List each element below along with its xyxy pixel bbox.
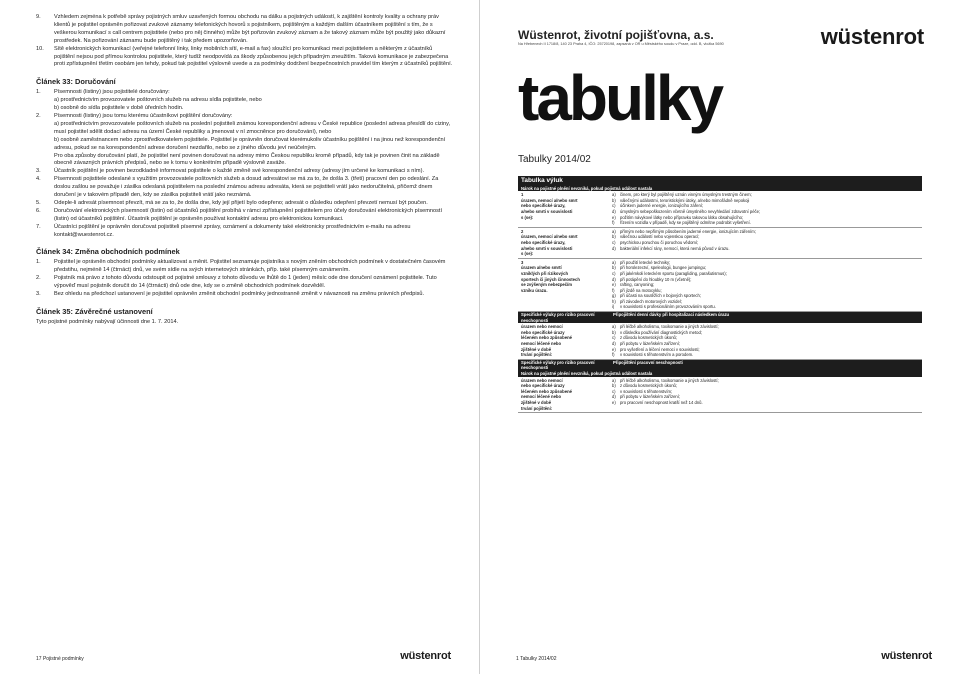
article-34-list [36,259,454,299]
exclusion-item [612,400,920,406]
item-text: v souvislosti s profesionálním provozováním sportu. [620,304,716,310]
band-label: Nárok na pojistné plnění nevzniká, pokud pojistná událost nastala [521,371,653,376]
row-heading: 2 úrazem, nemocí a/nebo smrt nebo specifické úrazy, a/nebo smrti v souvislosti s (se): [521,228,578,257]
list-item [36,208,454,224]
item-text: úmyslným sebepoškozením včetně úmyslného nevyhledání zdravotní péče; [620,208,761,214]
top-items [36,14,454,69]
item-text: Vzhledem zejména k potřebě správy pojistných smluv uzavřených formou obchodu na dálku a pojistných událostí, k zajištění kontroly kvality a ochrany práv klientů je pojistitel oprávněn pořizovat zvukové záznamy telefonických hovorů s pojistníkem, pojištěným a každým dalším účastníkem pojištění s tím, že s veškerou komunikací s call centrem pojistitele (nebo pro něj činného) může být pořizován zvukový záznam a že takový záznam může být použitý jako důkazní prostředek. Na pořizování záznamu bude pojištěný i tak předem upozorňován. [54,14,446,44]
row-items [610,191,922,227]
band-label: Nárok na pojistné plnění nevzniká, pokud pojistná událost nastala [521,185,653,191]
item-text: účinkem jaderné energie, ionizujícího záření; [620,203,704,209]
article-34-heading: Článek 34: Změna obchodních podmínek [36,247,180,257]
item-text: pro pracovní neschopnost kratší než 14 dnů. [620,399,703,405]
item-letter: d) [612,276,616,282]
item-text: v souvislosti s těhotenstvím a porodem. [620,352,694,358]
list-item [36,291,454,299]
item-letter: b) [612,329,616,335]
item-number: 1. [36,259,41,266]
item-letter: i) [612,304,615,310]
row-heading: 1 úrazem, nemocí a/nebo smrt nebo specifické úrazy, a/nebo smrti v souvislosti s (se): [521,192,578,220]
item-letter: f) [612,220,615,226]
row-heading: úrazem nebo nemocí nebo specifické úrazy léčeném nebo způsobené nemocí léčené nebo zjištěné v době trvání pojištění: [521,377,572,411]
item-text: z důvodu kosmetických úkonů; [620,335,678,341]
item-text: Účastník pojištění je povinen bezodkladně informovat pojistitele o každé změně své korespondenční adresy (adresy jím určené ke komunikaci s ním). [54,168,424,175]
list-item [36,153,454,169]
item-number: 2. [36,112,41,119]
row-heading: 3 úrazem a/nebo smrtí vzniklých při rizikových sportech či jiných činnostech se zvýšeným nebezpečím vzniku úrazu. [521,259,580,293]
row-heading: úrazem nebo nemocí nebo specifické úrazy léčeném nebo způsobené nemocí léčené nebo zjištěné v době trvání pojištění: [521,324,572,358]
item-number: 3. [36,291,41,297]
item-text: a) prostřednictvím provozovatele poštovních služeb na adresu sídla pojistitele, nebo [54,97,262,104]
item-number: 1. [36,89,41,96]
table-row [518,259,922,312]
item-text: Doručování elektronických písemností (listin) od účastníků pojištění probíhá v rámci zpřístupnění pojistitelem pro účely doručování elektronických písemností (listin) od účastníků pojištění. Účastník pojištění je oprávněn používat kontaktní adresu pro elektronickou komunikaci. [54,207,443,222]
item-text: b) osobně zaměstnancem nebo zprostředkovatelem pojistitele. Pojistitel je oprávněn doručovat kterémukoliv účastníku pojištění i na jinou než korespondenční adresu, pokud se na korespondenční adrese doručení nezdařilo, nebo se z jiného důvodu jeví neúčelným. [54,136,446,151]
footer-logo: wüstenrot [881,650,932,662]
list-item [36,200,454,208]
item-letter: a) [612,377,616,383]
item-letter: a) [612,228,616,234]
item-number: 4. [36,176,41,183]
item-text: při pobytu v lázeňském zařízení; [620,394,681,400]
item-letter: d) [612,245,616,251]
article-33-list [36,89,454,239]
item-text: činem, pro který byl pojištěný uznán vinným úmyslným trestným činem; [620,192,752,198]
item-letter: b) [612,234,616,240]
item-letter: a) [612,324,616,330]
item-letter: e) [612,346,616,352]
item-text: Odeple-li adresát písemnost převzít, má se za to, že došla dne, kdy její přijetí bylo odepřeno; adresát o důsledku odepření převzetí nemusí být poučen. [54,199,428,206]
item-text: při jízdě na motocyklu; [620,287,662,293]
list-item [36,224,454,240]
list-item [36,14,454,46]
article-33-heading: Článek 33: Doručování [36,77,116,87]
item-text: válečnou událostí nebo vojenskou operací; [620,234,700,240]
item-text: v souvislosti s těhotenstvím; [620,388,673,394]
item-letter: h) [612,298,616,304]
item-letter: b) [612,383,616,389]
footer-logo: wüstenrot [400,650,451,662]
item-text: při závodech motorových vozidel; [620,298,682,304]
item-text: pro vyšetření a léčení nemoci v souvislosti; [620,346,700,352]
item-letter: f) [612,352,615,358]
header-logo: wüstenrot [820,24,924,49]
list-item [36,113,454,121]
table-row [518,191,922,228]
right-page [480,0,960,674]
row-items [610,228,922,258]
item-number: 5. [36,199,41,206]
item-text: při použití letecké techniky; [620,259,671,265]
list-item [36,121,454,137]
item-text: Bez ohledu na předchozí ustanovení je pojistitel oprávněn změnit obchodní podmínky jednostranně změnit v návaznosti na změnu právních předpisů. [54,291,425,297]
table-row [518,377,922,414]
row-items [610,323,922,359]
list-item [36,97,454,105]
item-text: řízením vozidla v případě, kdy se pojištěný odmítne podrobit vyšetření. [620,220,751,226]
row-items [610,259,922,311]
conditions-column [36,14,454,327]
item-text: bakteriální infekcí rány, nemocí, která nemá původ v úrazu. [620,245,730,251]
item-letter: e) [612,282,616,288]
item-letter: c) [612,388,616,394]
item-text: při pobytu v lázeňském zařízení; [620,341,681,347]
band-label: Specifické výluky pro riziko pracovní neschopnosti [521,359,595,371]
item-text: psychickou poruchou či poruchou vědomí; [620,239,699,245]
exclusion-item [612,220,920,226]
item-letter: g) [612,293,616,299]
list-item [36,105,454,113]
exclusion-group [518,323,922,360]
item-number: 2. [36,275,41,282]
item-letter: d) [612,208,616,214]
exclusion-item [612,304,920,310]
item-text: válečnými událostmi, teroristickými útoky, a/nebo mimořádně nepokoji [620,197,750,203]
list-item [36,275,454,291]
list-item [36,89,454,97]
list-item [36,168,454,176]
item-text: Účastníci pojištění je oprávněn doručovat pojistiteli písemné zprávy, oznámení a dokumenty také elektronicky prostřednictvím e-mailu na adresu kontakt@wuestenrot.cz. [54,223,411,238]
table-band [518,312,922,323]
list-item [36,259,454,275]
table-row [518,323,922,360]
item-number: 10. [36,45,44,52]
item-letter: b) [612,197,616,203]
item-number: 7. [36,223,41,230]
page-title: tabulky [518,62,722,134]
item-letter: c) [612,270,616,276]
item-letter: e) [612,399,616,405]
exclusion-groups [518,191,922,312]
page-number: 1 Tabulky 2014/02 [516,656,557,662]
item-letter: c) [612,239,616,245]
exclusion-group [518,377,922,414]
item-letter: a) [612,259,616,265]
item-text: Pojistitel je oprávněn obchodní podmínky aktualizovat a měnit. Pojistitel seznamuje pojistníka s novým zněním obchodních podmínek v dostatečném časovém předstihu, nejméně 14 (čtrnáct) dnů, ve svém sídle na svých internetových stránkách, příp. také písemným oznámením. [54,259,446,274]
company-info: Na Hřebenech II 1718/8, 140 23 Praha 4, IČO: 25720198, zapsaná v OR u Městského soudu v Praze, odd. B, vložka 5690 [518,42,724,46]
item-text: při potápění do hloubky 10 m (včetně); [620,276,692,282]
band-label: Specifické výluky pro riziko pracovní neschopnosti [521,312,595,323]
item-letter: d) [612,341,616,347]
article-35-heading: Článek 35: Závěrečné ustanovení [36,306,153,316]
item-text: při léčbě alkoholismu, toxikomanie a jiných závislostí; [620,377,719,383]
table-row [518,228,922,259]
left-footer [36,648,451,662]
item-number: 6. [36,207,41,214]
row-items [610,377,922,413]
item-text: Pojistník má právo z tohoto důvodu odstoupit od pojistné smlouvy z tohoto důvodu ve lhůtě do 1 (jeden) měsíc ode dne doručení oznámení pojistitele. Tuto výpověď musí pojistník doručit do 14 (čtrnácti) dnů ode dne, kdy se o změně obchodních podmínek dozvěděl. [54,275,437,290]
list-item [36,46,454,70]
item-number: 3. [36,168,41,175]
item-text: Písemnosti (listiny) jsou pojistitelé doručovány: [54,89,170,96]
item-text: požitím návykové látky nebo přípravku takovou látku obsahujícího; [620,214,744,220]
item-text: z důvodu kosmetických úkonů; [620,383,678,389]
band-label: Připojištění denní dávky při hospitalizaci následkem úrazu [613,312,730,318]
right-footer [516,648,932,662]
item-letter: e) [612,214,616,220]
item-text: rafting, canyoning; [620,282,655,288]
item-text: při léčbě alkoholismu, toxikomanie a jiných závislostí; [620,324,719,330]
item-letter: a) [612,192,616,198]
item-number: 9. [36,14,41,20]
item-text: při účasti na soutěžích v bojových sportech; [620,293,701,299]
item-text: Písemnosti pojistitele odeslané s využitím provozovatele poštovních služeb a dosud adresátovi se má za to, že došla 3. (třetí) pracovní den po odeslání. Za doslou zašlou se považuje i zásilka odeslaná pojistitelem na poslední známou adresu adresáta, která se pojistiteli vrátí jako nedoručitelná, přičemž dnem doručení je v takovém případě den, kdy se zásilka pojistiteli vrátí jako neznámá. [54,176,439,199]
item-letter: f) [612,287,615,293]
item-text: Pro oba způsoby doručování platí, že pojistitel není povinen doručovat na adresy mimo Českou republiku kromě případů, kdy tak je povinen činit na základě obecně závazných právních předpisů, nebo se k tomu v konkrétním případě výslovně zaváže. [54,152,440,167]
item-text: přímým nebo nepřímým působením jaderné energie, ionizujícím zářením; [620,228,756,234]
page-subtitle: Tabulky 2014/02 [518,154,591,165]
item-text: Písemnosti (listiny) jsou tomu kterému účastníkovi pojištění doručovány: [54,112,233,119]
list-item [36,176,454,200]
item-letter: c) [612,203,616,209]
company-name: Wüstenrot, životní pojišťovna, a.s. [518,28,714,42]
item-text: při jakémkoli leteckém sportu (paragliding, parašutismus); [620,270,727,276]
exclusions-table [518,176,922,413]
item-text: b) osobně do sídla pojistitele v době úředních hodin. [54,105,184,112]
table-title: Tabulka výluk [518,176,922,186]
table-band [518,360,922,371]
article-35-text: Tyto pojistné podmínky nabývají účinnosti dne 1. 7. 2014. [36,318,179,325]
item-text: Sítě elektronických komunikací (veřejné telefonní linky, linky mobilních sítí, e-mail a fax) sloužící pro komunikaci mezi pojistitelem a některým z účastníků pojištění nejsou pod přímou kontrolou pojistitele, který tudíž neodpovídá za škody způsobenou jejich případným zneužitím. Taková komunikace je zabezpečena proti zpřístupnění třetím osobám jen tehdy, pokud tak pojistitel výslovně uvede a za podmínky dodržení bezpečnostních pravidel tím kterým z účastníků pojištění. [54,45,453,68]
item-text: v důsledku používání diagnostických metod; [620,329,702,335]
list-item [36,137,454,153]
item-text: a) prostřednictvím provozovatele poštovních služeb na poslední pojistiteli známou korespondenční adresu v České republice (poslední adresa přesídlí do ciziny, musí pojistitel sdělit dodací adresu na území České republiky a jmenovat v ní zmocněnce pro doručování), nebo [54,120,451,135]
band-label: Připojištění pracovní neschopnosti [613,359,683,365]
page-number: 17 Pojistné podmínky [36,656,84,662]
exclusion-item [612,246,920,252]
item-letter: b) [612,265,616,271]
exclusion-item [612,352,920,358]
item-letter: d) [612,394,616,400]
item-letter: c) [612,335,616,341]
item-text: při horolezectví, speleologii, bungee jumpingu; [620,265,707,271]
